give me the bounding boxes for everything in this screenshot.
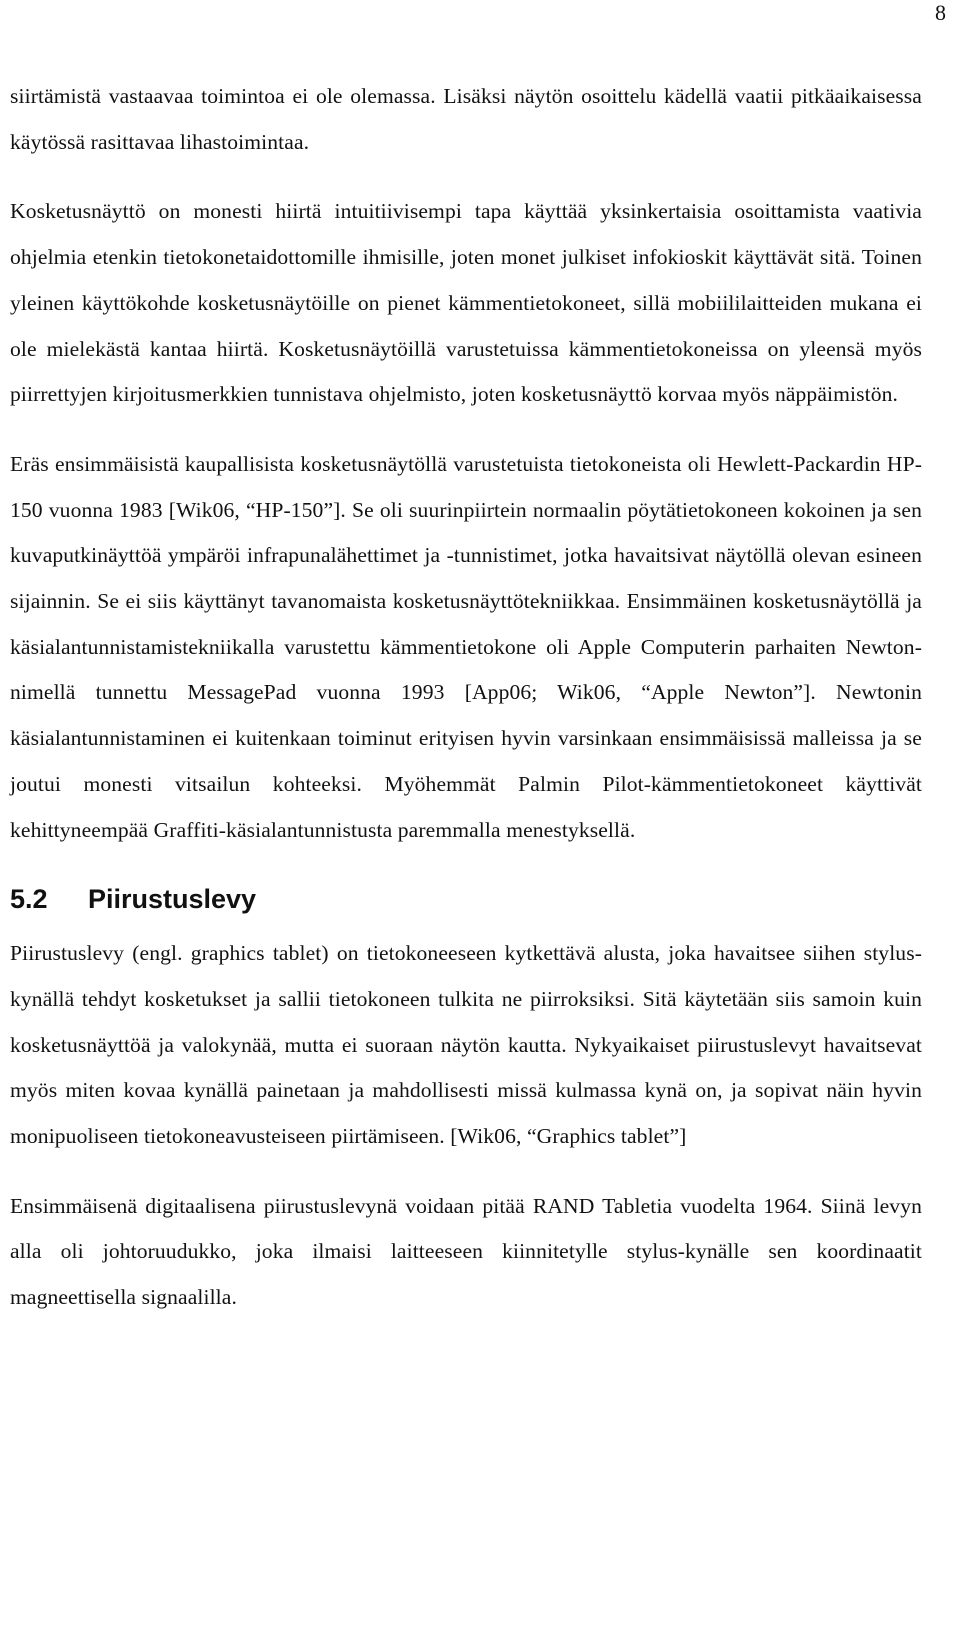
section-title: Piirustuslevy (88, 884, 257, 915)
paragraph: Eräs ensimmäisistä kaupallisista kosketusnäytöllä varustetuista tietokoneista oli Hewlett-Packardin HP-150 vuonna 1983 [Wik06, “HP-150”]. Se oli suurinpiirtein normaalin pöytätietokoneen kokoinen ja sen kuvaputkinäyttöä ympäröi infrapunalähettimet ja -tunnistimet, jotka havaitsivat näytöllä olevan esineen sijainnin. Se ei siis käyttänyt tavanomaista kosketusnäyttötekniikkaa. Ensimmäinen kosketusnäytöllä ja käsialantunnistamistekniikalla varustettu kämmentietokone oli Apple Computerin parhaiten Newton-nimellä tunnettu MessagePad vuonna 1993 [App06; Wik06, “Apple Newton”]. Newtonin käsialantunnistaminen ei kuitenkaan toiminut erityisen hyvin varsinkaan ensimmäisissä malleissa ja se joutui monesti vitsailun kohteeksi. Myöhemmät Palmin Pilot-kämmentietokoneet käyttivät kehittyneempää Graffiti-käsialantunnistusta paremmalla menestyksellä. (10, 451, 922, 842)
paragraph: Piirustuslevy (engl. graphics tablet) on tietokoneeseen kytkettävä alusta, joka havaitsee siihen stylus-kynällä tehdyt kosketukset ja sallii tietokoneen tulkita ne piirroksiksi. Sitä käytetään siis samoin kuin kosketusnäyttöä ja valokynää, mutta ei suoraan näytön kautta. Nykyaikaiset piirustuslevyt havaitsevat myös miten kovaa kynällä painetaan ja mahdollisesti missä kulmassa kynä on, ja sopivat näin hyvin monipuoliseen tietokoneavusteiseen piirtämiseen. [Wik06, “Graphics tablet”] (10, 941, 922, 1149)
page-content (10, 74, 922, 1321)
section-number: 5.2 (10, 884, 48, 915)
paragraph: Ensimmäisenä digitaalisena piirustuslevynä voidaan pitää RAND Tabletia vuodelta 1964. Siinä levyn alla oli johtoruudukko, joka ilmaisi laitteeseen kiinnitetylle stylus-kynälle sen koordinaatit magneettisella signaalilla. (10, 1193, 922, 1310)
paragraph: siirtämistä vastaavaa toimintoa ei ole olemassa. Lisäksi näytön osoittelu kädellä vaatii pitkäaikaisessa käytössä rasittavaa lihastoimintaa. (10, 84, 922, 154)
page-number: 8 (935, 0, 946, 25)
paragraph: Kosketusnäyttö on monesti hiirtä intuitiivisempi tapa käyttää yksinkertaisia osoittamista vaativia ohjelmia etenkin tietokonetaidottomille ihmisille, joten monet julkiset infokioskit käyttävät sitä. Toinen yleinen käyttökohde kosketusnäytöille on pienet kämmentietokoneet, sillä mobiililaitteiden mukana ei ole mielekästä kantaa hiirtä. Kosketusnäytöillä varustetuissa kämmentietokoneissa on yleensä myös piirrettyjen kirjoitusmerkkien tunnistava ohjelmisto, joten kosketusnäyttö korvaa myös näppäimistön. (10, 199, 922, 407)
section-heading (10, 881, 922, 917)
